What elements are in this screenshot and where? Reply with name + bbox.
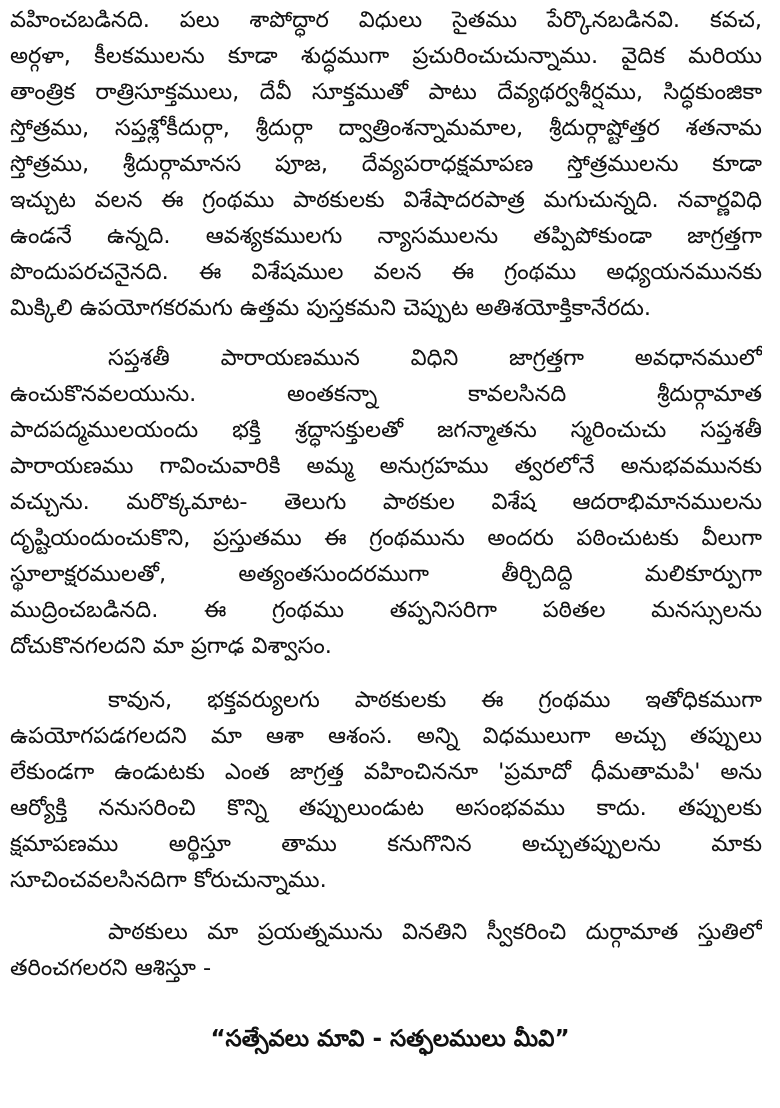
text-line-19: కావున, భక్తవర్యులగు పాఠకులకు ఈ గ్రంథము ఇతోధికముగా bbox=[108, 687, 762, 713]
text-line-15: దృష్టియందుంచుకొని, ప్రస్తుతము ఈ గ్రంథమును అందరు పఠించుటకు వీలుగా bbox=[10, 525, 762, 551]
text-line-18: దోచుకొనగలదని మా ప్రగాఢ విశ్వాసం. bbox=[10, 633, 332, 659]
text-line-22: ఆర్యోక్తి ననుసరించి కొన్ని తప్పులుండుట అసంభవము కాదు. తప్పులకు bbox=[10, 795, 762, 821]
closing-motto: “సత్సేవలు మావి - సత్ఫలములు మీవి” bbox=[210, 1026, 570, 1052]
text-line-26: తరించగలరని ఆశిస్తూ - bbox=[10, 955, 212, 981]
text-line-6: ఇచ్చుట వలన ఈ గ్రంథము పాఠకులకు విశేషాదరపాత్ర మగుచున్నది. నవార్ణవిధి bbox=[10, 187, 762, 213]
text-line-10: సప్తశతీ పారాయణమున విధిని జాగ్రత్తగా అవధానములో bbox=[108, 345, 762, 371]
text-line-1: వహించబడినది. పలు శాపోద్ధార విధులు సైతము పేర్కొనబడినవి. కవచ, bbox=[10, 7, 762, 33]
text-line-11: ఉంచుకొనవలయును. అంతకన్నా కావలసినది శ్రీదుర్గామాత bbox=[10, 381, 762, 407]
text-line-14: వచ్చును. మరొక్కమాట- తెలుగు పాఠకుల విశేష ఆదరాభిమానములను bbox=[10, 489, 762, 515]
text-line-7: ఉండనే ఉన్నది. ఆవశ్యకములగు న్యాసములను తప్పిపోకుండా జాగ్రత్తగా bbox=[10, 223, 762, 249]
text-line-12: పాదపద్మములయందు భక్తి శ్రద్ధాసక్తులతో జగన్మాతను స్మరించుచు సప్తశతీ bbox=[10, 417, 762, 443]
text-line-24: సూచించవలసినదిగా కోరుచున్నాము. bbox=[10, 867, 327, 893]
text-line-17: ముద్రించబడినది. ఈ గ్రంథము తప్పనిసరిగా పఠితల మనస్సులను bbox=[10, 597, 762, 623]
text-line-21: లేకుండగా ఉండుటకు ఎంత జాగ్రత్త వహించిననూ 'ప్రమాదో ధీమతామపి' అను bbox=[10, 759, 762, 785]
text-line-20: ఉపయోగపడగలదని మా ఆశా ఆశంస. అన్ని విధములుగా అచ్చు తప్పులు bbox=[10, 723, 762, 749]
text-line-9: మిక్కిలి ఉపయోగకరమగు ఉత్తమ పుస్తకమని చెప్పుట అతిశయోక్తికానేరదు. bbox=[10, 295, 652, 321]
text-line-4: స్తోత్రము, సప్తశ్లోకీదుర్గా, శ్రీదుర్గా ద్వాత్రింశన్నామమాల, శ్రీదుర్గాష్టోత్తర శతనామ bbox=[10, 115, 762, 141]
text-line-5: స్తోత్రము, శ్రీదుర్గామానస పూజ, దేవ్యపరాధక్షమాపణ స్తోత్రములను కూడా bbox=[10, 151, 762, 177]
text-line-25: పాఠకులు మా ప్రయత్నమును వినతిని స్వీకరించి దుర్గామాత స్తుతిలో bbox=[108, 919, 762, 945]
text-line-16: స్థూలాక్షరములతో, అత్యంతసుందరముగా తీర్చిదిద్ది మలికూర్పుగా bbox=[10, 561, 762, 587]
text-line-2: అర్గళా, కీలకములను కూడా శుద్ధముగా ప్రచురించుచున్నాము. వైదిక మరియు bbox=[10, 43, 762, 69]
text-line-8: పొందుపరచనైనది. ఈ విశేషముల వలన ఈ గ్రంథము అధ్యయనమునకు bbox=[10, 259, 762, 285]
text-line-23: క్షమాపణము అర్థిస్తూ తాము కనుగొనిన అచ్చుతప్పులను మాకు bbox=[10, 831, 762, 857]
text-line-13: పారాయణము గావించువారికి అమ్మ అనుగ్రహము త్వరలోనే అనుభవమునకు bbox=[10, 453, 762, 479]
text-line-3: తాంత్రిక రాత్రిసూక్తములు, దేవీ సూక్తముతో పాటు దేవ్యథర్వశీర్షము, సిద్ధకుంజికా bbox=[10, 79, 762, 105]
